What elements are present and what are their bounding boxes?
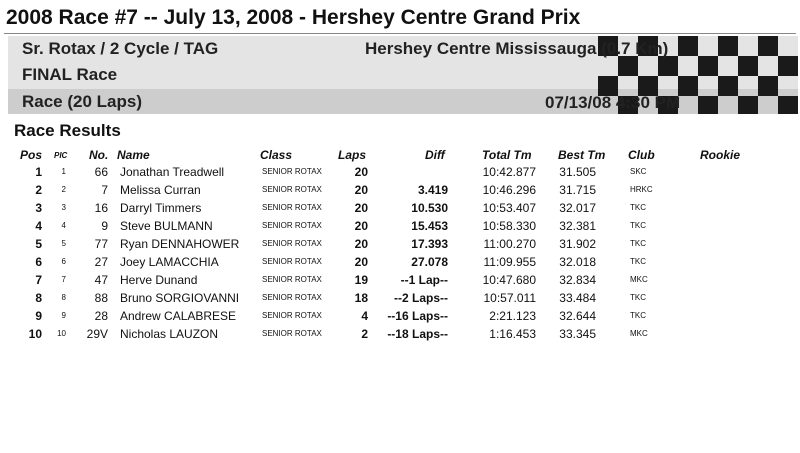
cell-kart-number: 29V xyxy=(86,327,108,341)
cell-best-time: 32.834 xyxy=(559,273,596,287)
checker-square xyxy=(738,96,758,114)
cell-laps: 20 xyxy=(354,237,368,251)
cell-club: TKC xyxy=(630,293,646,302)
cell-position: 8 xyxy=(35,291,42,305)
checker-square xyxy=(718,76,738,96)
cell-laps: 20 xyxy=(354,165,368,179)
table-row xyxy=(0,199,800,217)
table-row xyxy=(0,253,800,271)
cell-club: HRKC xyxy=(630,185,653,194)
cell-laps: 18 xyxy=(354,291,368,305)
col-best: Best Tm xyxy=(558,148,606,162)
table-row xyxy=(0,181,800,199)
cell-diff: --1 Lap-- xyxy=(400,273,448,287)
col-total: Total Tm xyxy=(482,148,532,162)
cell-club: TKC xyxy=(630,239,646,248)
cell-total-time: 10:53.407 xyxy=(482,201,536,215)
cell-diff: 3.419 xyxy=(417,183,448,197)
cell-driver-name: Herve Dunand xyxy=(120,273,198,287)
cell-position: 1 xyxy=(35,165,42,179)
cell-best-time: 31.505 xyxy=(559,165,596,179)
col-rookie: Rookie xyxy=(700,148,741,162)
cell-pic: 2 xyxy=(61,185,66,194)
col-class: Class xyxy=(260,148,293,162)
cell-class: SENIOR ROTAX xyxy=(262,311,322,320)
cell-club: TKC xyxy=(630,311,646,320)
cell-total-time: 11:09.955 xyxy=(483,255,536,269)
cell-diff: --16 Laps-- xyxy=(387,309,448,323)
cell-driver-name: Jonathan Treadwell xyxy=(120,165,225,179)
cell-diff: 15.453 xyxy=(411,219,448,233)
cell-best-time: 33.345 xyxy=(559,327,596,341)
cell-laps: 20 xyxy=(354,219,368,233)
cell-club: TKC xyxy=(630,203,646,212)
cell-position: 5 xyxy=(35,237,42,251)
table-row xyxy=(0,217,800,235)
cell-laps: 20 xyxy=(354,183,368,197)
cell-laps: 2 xyxy=(361,327,368,341)
cell-class: SENIOR ROTAX xyxy=(262,239,322,248)
cell-position: 10 xyxy=(28,327,42,341)
cell-driver-name: Bruno SORGIOVANNI xyxy=(120,291,240,305)
table-row xyxy=(0,235,800,253)
cell-total-time: 1:16.453 xyxy=(489,327,536,341)
cell-position: 2 xyxy=(35,183,42,197)
cell-diff: 10.530 xyxy=(411,201,448,215)
cell-pic: 4 xyxy=(61,221,66,230)
cell-total-time: 11:00.270 xyxy=(483,237,536,251)
cell-pic: 5 xyxy=(61,239,66,248)
cell-driver-name: Andrew CALABRESE xyxy=(120,309,237,323)
cell-club: TKC xyxy=(630,221,646,230)
cell-driver-name: Steve BULMANN xyxy=(120,219,213,233)
cell-diff: 27.078 xyxy=(411,255,448,269)
cell-position: 7 xyxy=(35,273,42,287)
cell-best-time: 32.017 xyxy=(559,201,596,215)
checker-square xyxy=(678,76,698,96)
cell-class: SENIOR ROTAX xyxy=(262,221,322,230)
table-row xyxy=(0,325,800,343)
cell-pic: 3 xyxy=(61,203,66,212)
cell-pic: 8 xyxy=(61,293,66,302)
cell-club: TKC xyxy=(630,257,646,266)
cell-laps: 20 xyxy=(354,255,368,269)
race-date-time: 07/13/08 4:30 PM xyxy=(545,93,681,112)
cell-kart-number: 28 xyxy=(94,309,108,323)
cell-class: SENIOR ROTAX xyxy=(262,275,322,284)
checker-square xyxy=(658,56,678,76)
cell-laps: 19 xyxy=(354,273,368,287)
cell-kart-number: 66 xyxy=(94,165,108,179)
checker-square xyxy=(698,96,718,114)
table-row xyxy=(0,289,800,307)
checker-square xyxy=(778,96,798,114)
col-diff: Diff xyxy=(425,148,445,162)
cell-laps: 4 xyxy=(361,309,368,323)
cell-total-time: 10:46.296 xyxy=(482,183,536,197)
cell-best-time: 32.018 xyxy=(559,255,596,269)
cell-total-time: 2:21.123 xyxy=(489,309,536,323)
cell-club: SKC xyxy=(630,167,647,176)
cell-class: SENIOR ROTAX xyxy=(262,185,322,194)
cell-driver-name: Nicholas LAUZON xyxy=(120,327,219,341)
page-title: 2008 Race #7 -- July 13, 2008 - Hershey Centre Grand Prix xyxy=(4,2,796,34)
cell-club: MKC xyxy=(630,329,648,338)
col-laps: Laps xyxy=(338,148,367,162)
checker-square xyxy=(698,56,718,76)
cell-kart-number: 88 xyxy=(94,291,108,305)
cell-total-time: 10:58.330 xyxy=(482,219,536,233)
cell-kart-number: 16 xyxy=(94,201,108,215)
cell-total-time: 10:57.011 xyxy=(483,291,536,305)
cell-total-time: 10:47.680 xyxy=(482,273,536,287)
cell-best-time: 31.715 xyxy=(559,183,596,197)
cell-class: SENIOR ROTAX xyxy=(262,257,322,266)
cell-best-time: 32.381 xyxy=(559,219,596,233)
col-pic: PIC xyxy=(54,151,68,160)
cell-total-time: 10:42.877 xyxy=(482,165,536,179)
cell-diff: --2 Laps-- xyxy=(394,291,448,305)
col-club: Club xyxy=(628,148,655,162)
cell-class: SENIOR ROTAX xyxy=(262,329,322,338)
table-row xyxy=(0,271,800,289)
race-length: Race (20 Laps) xyxy=(22,92,142,111)
cell-class: SENIOR ROTAX xyxy=(262,203,322,212)
cell-kart-number: 77 xyxy=(94,237,108,251)
cell-kart-number: 47 xyxy=(94,273,108,287)
cell-position: 9 xyxy=(35,309,42,323)
cell-class: SENIOR ROTAX xyxy=(262,293,322,302)
cell-kart-number: 9 xyxy=(101,219,108,233)
cell-club: MKC xyxy=(630,275,648,284)
checker-square xyxy=(678,36,698,56)
cell-pic: 10 xyxy=(57,329,66,338)
cell-driver-name: Melissa Curran xyxy=(120,183,201,197)
cell-pic: 7 xyxy=(61,275,66,284)
checker-square xyxy=(758,36,778,56)
table-row xyxy=(0,307,800,325)
results-heading: Race Results xyxy=(14,121,121,140)
cell-kart-number: 7 xyxy=(101,183,108,197)
cell-class: SENIOR ROTAX xyxy=(262,167,322,176)
race-banner xyxy=(8,36,798,114)
cell-position: 3 xyxy=(35,201,42,215)
cell-best-time: 32.644 xyxy=(559,309,596,323)
cell-position: 6 xyxy=(35,255,42,269)
cell-pic: 1 xyxy=(61,167,66,176)
session-name: FINAL Race xyxy=(22,65,118,84)
checker-square xyxy=(738,56,758,76)
cell-position: 4 xyxy=(35,219,42,233)
checker-square xyxy=(778,56,798,76)
checker-square xyxy=(618,56,638,76)
class-line: Sr. Rotax / 2 Cycle / TAG xyxy=(22,39,219,58)
cell-laps: 20 xyxy=(354,201,368,215)
cell-pic: 6 xyxy=(61,257,66,266)
cell-best-time: 31.902 xyxy=(559,237,596,251)
table-row xyxy=(0,163,800,181)
cell-driver-name: Ryan DENNAHOWER xyxy=(120,237,240,251)
cell-driver-name: Darryl Timmers xyxy=(120,201,202,215)
cell-driver-name: Joey LAMACCHIA xyxy=(120,255,219,269)
cell-diff: 17.393 xyxy=(411,237,448,251)
cell-kart-number: 27 xyxy=(94,255,108,269)
cell-pic: 9 xyxy=(61,311,66,320)
col-name: Name xyxy=(117,148,150,162)
col-no: No. xyxy=(89,148,109,162)
cell-best-time: 33.484 xyxy=(559,291,596,305)
checker-square xyxy=(718,36,738,56)
cell-diff: --18 Laps-- xyxy=(387,327,448,341)
col-pos: Pos xyxy=(20,148,43,162)
venue: Hershey Centre Mississauga (0.7 Km) xyxy=(365,39,669,58)
checker-square xyxy=(758,76,778,96)
